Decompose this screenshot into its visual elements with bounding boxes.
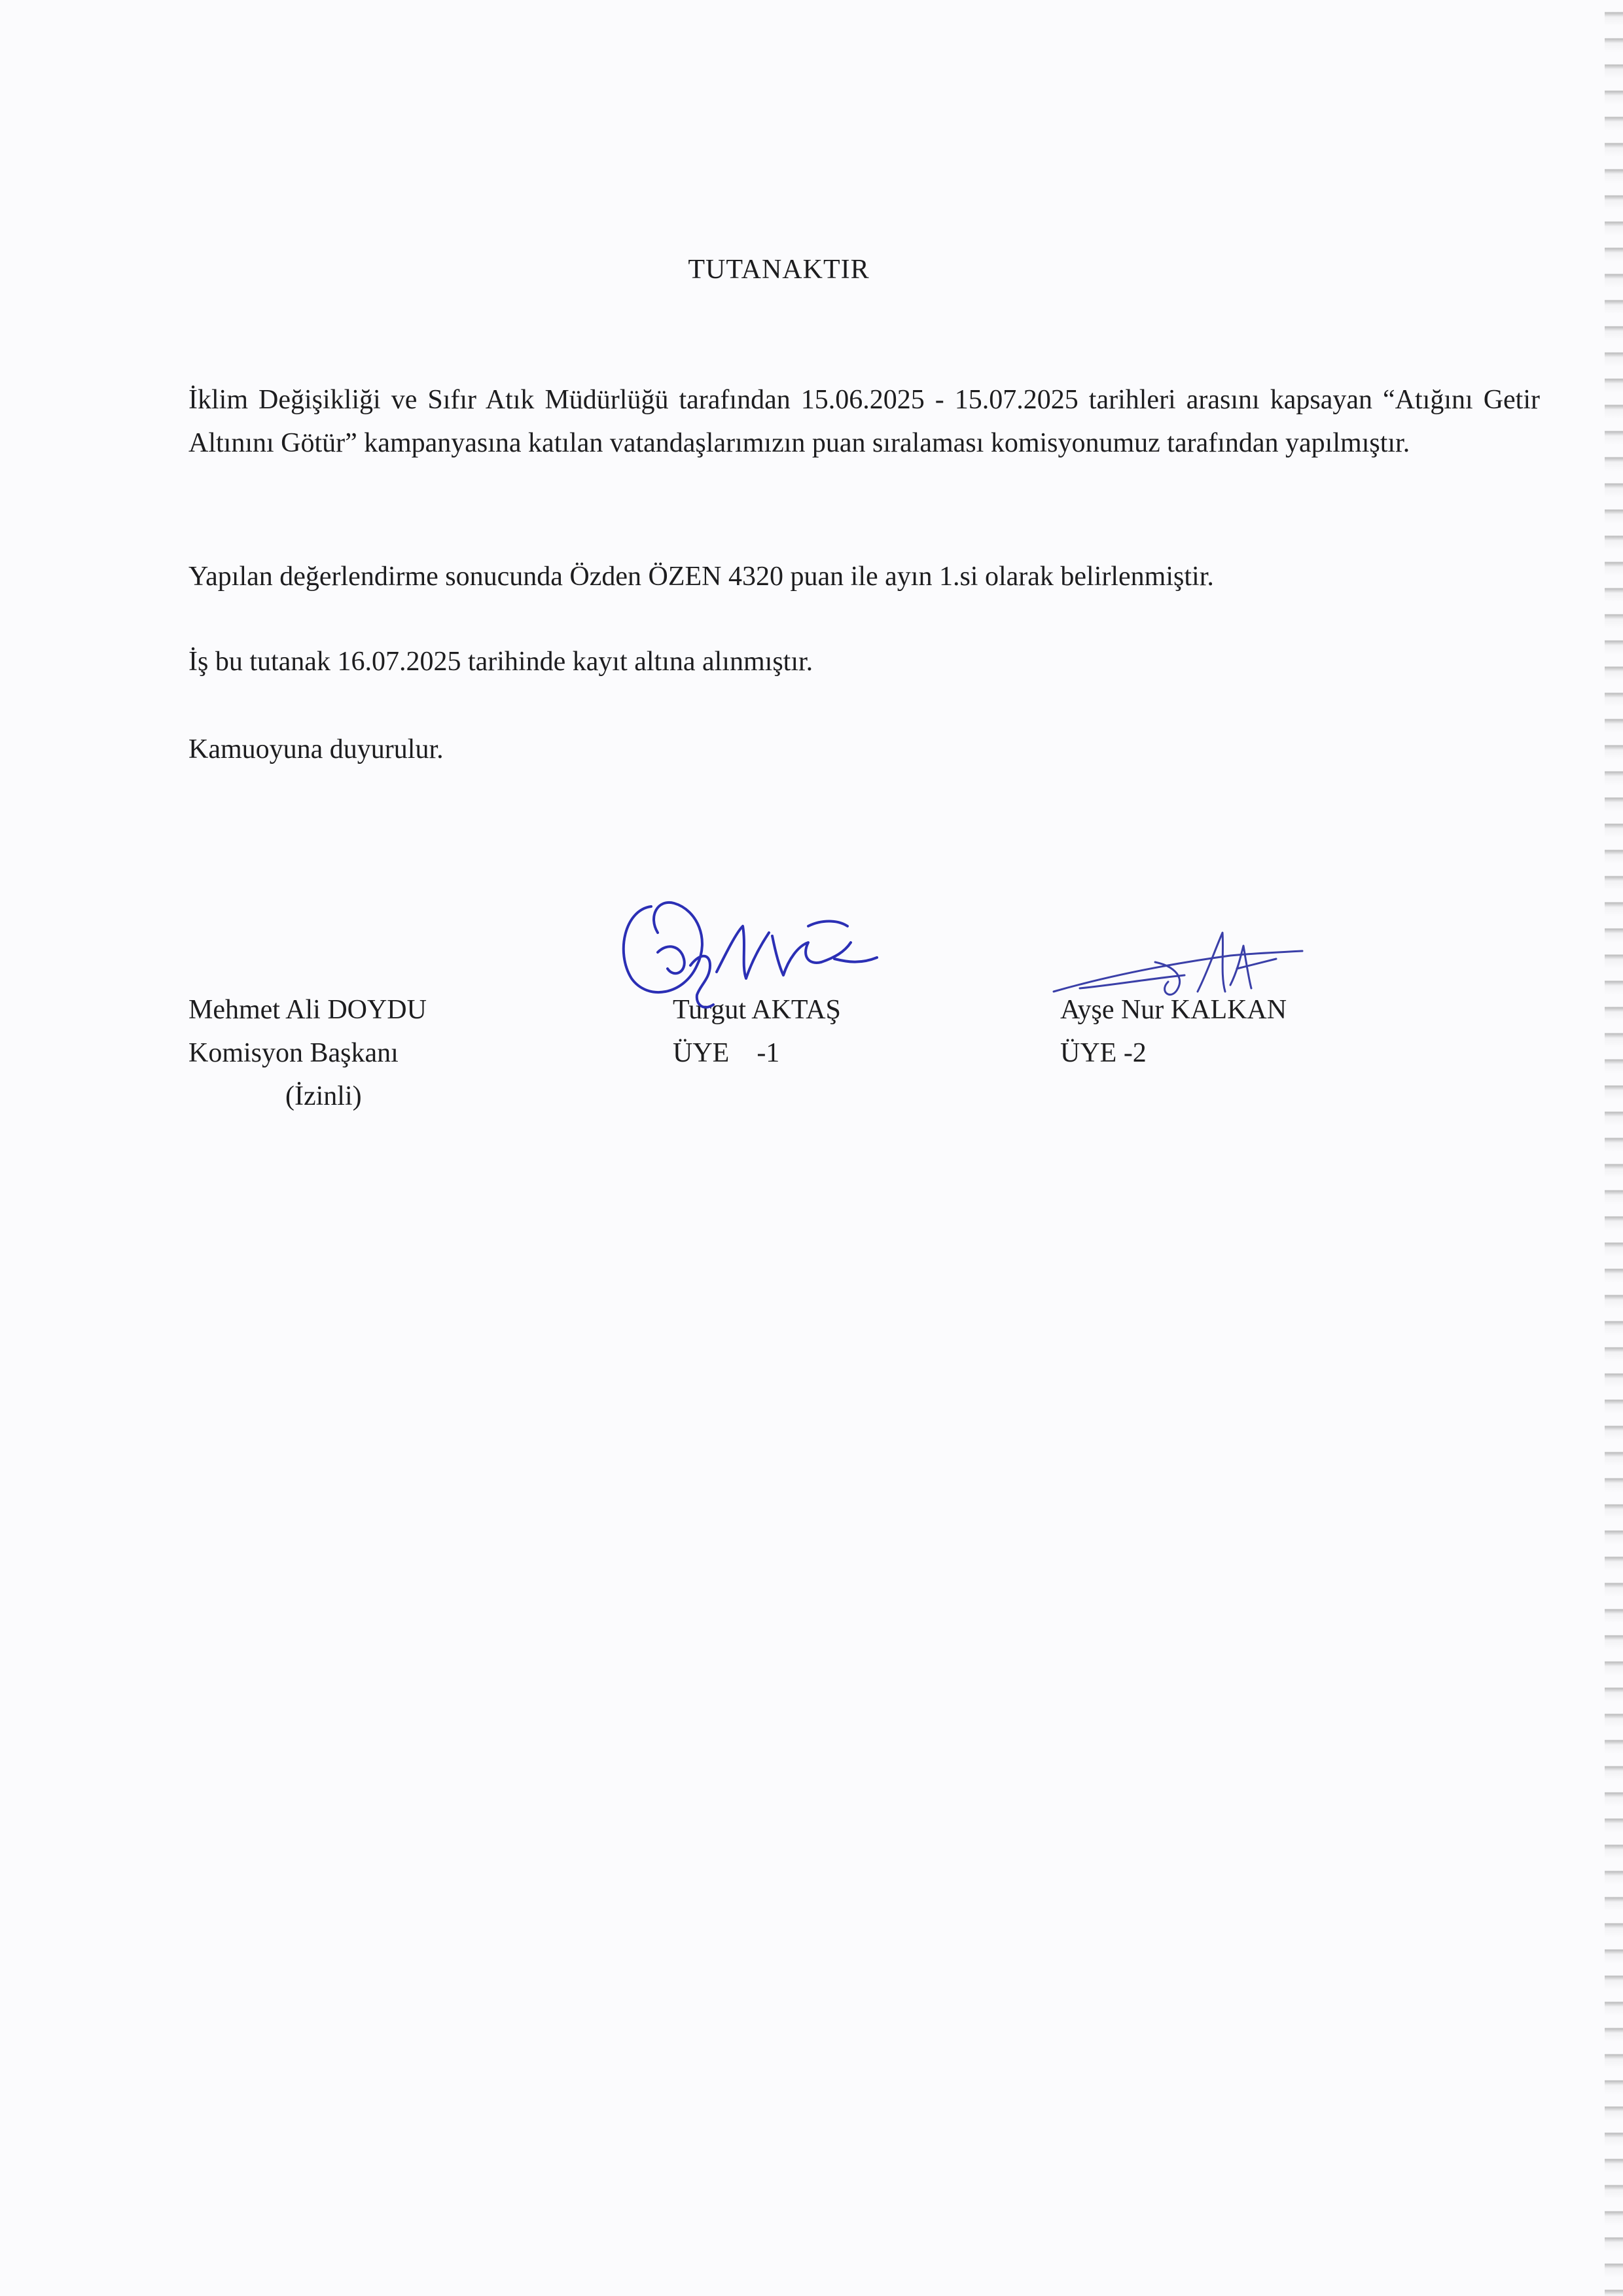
signatory-role: ÜYE -2 [1060, 1038, 1147, 1068]
handwritten-signature-kalkan [1041, 913, 1315, 1024]
signatory-role: ÜYE -1 [673, 1038, 780, 1068]
handwritten-signature-aktas [612, 880, 893, 1018]
signatory-chair [188, 988, 427, 1118]
document-title: TUTANAKTIR [688, 255, 870, 285]
signatory-name: Mehmet Ali DOYDU [188, 995, 427, 1025]
scan-edge-noise [1605, 0, 1623, 2296]
paragraph-record-date: İş bu tutanak 16.07.2025 tarihinde kayıt altına alınmıştır. [188, 647, 813, 677]
signatory-name: Ayşe Nur KALKAN [1060, 995, 1287, 1025]
signatory-role: Komisyon Başkanı [188, 1038, 399, 1068]
paragraph-result: Yapılan değerlendirme sonucunda Özden ÖZEN 4320 puan ile ayın 1.si olarak belirlenmiştir. [188, 562, 1214, 592]
paragraph-announcement: Kamuoyuna duyurulur. [188, 734, 444, 764]
paragraph-campaign: İklim Değişikliği ve Sıfır Atık Müdürlüğü tarafından 15.06.2025 - 15.07.2025 tarihleri arasını kapsayan “Atığını Getir Altınını Götür” kampanyasına katılan vatandaşlarımızın puan sıralaması komisyonumuz tarafından yapılmıştır. [188, 385, 1540, 458]
signatory-note: (İzinli) [285, 1081, 362, 1111]
signatory-name: Turgut AKTAŞ [673, 995, 841, 1025]
